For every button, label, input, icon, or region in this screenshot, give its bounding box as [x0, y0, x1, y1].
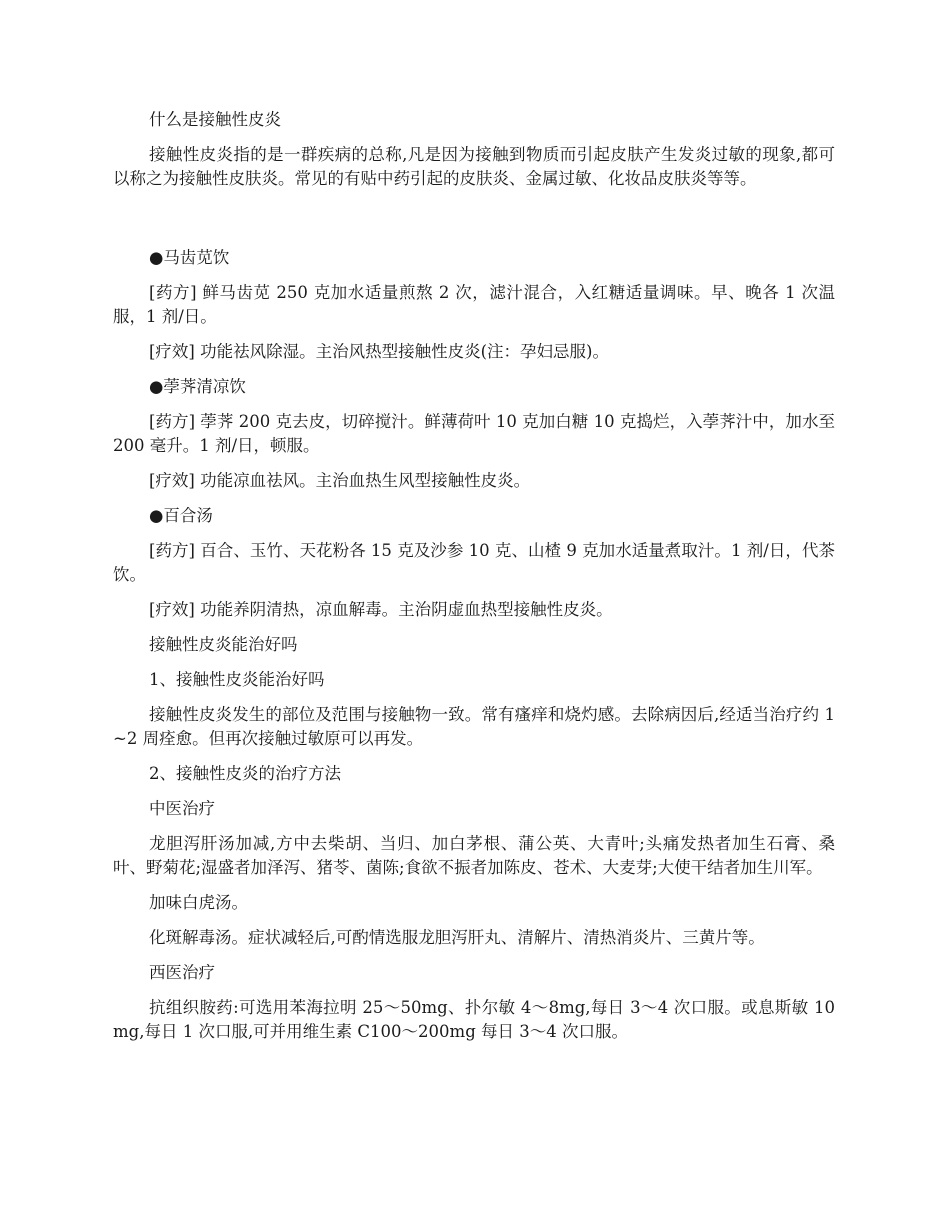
- definition-paragraph: 接触性皮炎指的是一群疾病的总称,凡是因为接触到物质而引起皮肤产生发炎过敏的现象,都可以称之为接触性皮肤炎。常见的有贴中药引起的皮肤炎、金属过敏、化妆品皮肤炎等等。: [113, 145, 835, 188]
- tcm-paragraph-2: 加味白虎汤。: [149, 893, 248, 912]
- heading-tcm-treatment: 中医治疗: [149, 799, 215, 818]
- section-heading-what-is: 什么是接触性皮炎: [149, 110, 281, 129]
- curable-paragraph: 接触性皮炎发生的部位及范围与接触物一致。常有瘙痒和烧灼感。去除病因后,经适当治疗约 1~2 周痊愈。但再次接触过敏原可以再发。: [113, 705, 835, 748]
- recipe-effect-purslane: [疗效] 功能祛风除湿。主治风热型接触性皮炎(注：孕妇忌服)。: [149, 342, 609, 361]
- western-paragraph: 抗组织胺药:可选用苯海拉明 25～50mg、扑尔敏 4～8mg,每日 3～4 次口服。或息斯敏 10mg,每日 1 次口服,可并用维生素 C100～200mg 每日 3～4 次口服。: [113, 998, 835, 1041]
- tcm-paragraph-1: 龙胆泻肝汤加减,方中去柴胡、当归、加白茅根、蒲公英、大青叶;头痛发热者加生石膏、桑叶、野菊花;湿盛者加泽泻、猪苓、菌陈;食欲不振者加陈皮、苍术、大麦芽;大使干结者加生川军。: [113, 834, 835, 877]
- document-body: [113, 108, 835, 1055]
- recipe-prescription-purslane: [药方] 鲜马齿苋 250 克加水适量煎熬 2 次，滤汁混合，入红糖适量调味。早、晚各 1 次温服，1 剂/日。: [113, 283, 835, 326]
- section-heading-curable: 接触性皮炎能治好吗: [149, 635, 298, 654]
- recipe-title-water-chestnut: ●荸荠清凉饮: [149, 377, 246, 396]
- tcm-paragraph-3: 化斑解毒汤。症状减轻后,可酌情选服龙胆泻肝丸、清解片、清热消炎片、三黄片等。: [149, 928, 765, 947]
- recipe-effect-lily: [疗效] 功能养阴清热，凉血解毒。主治阴虚血热型接触性皮炎。: [149, 600, 613, 619]
- subheading-treatment: 2、接触性皮炎的治疗方法: [149, 764, 341, 783]
- subheading-curable: 1、接触性皮炎能治好吗: [149, 670, 325, 689]
- recipe-prescription-lily: [药方] 百合、玉竹、天花粉各 15 克及沙参 10 克、山楂 9 克加水适量煮取汁。1 剂/日，代茶饮。: [113, 541, 835, 584]
- recipe-title-purslane: ●马齿苋饮: [149, 248, 230, 267]
- heading-western-treatment: 西医治疗: [149, 963, 215, 982]
- recipe-effect-water-chestnut: [疗效] 功能凉血祛风。主治血热生风型接触性皮炎。: [149, 471, 531, 490]
- recipe-title-lily: ●百合汤: [149, 506, 213, 525]
- recipe-prescription-water-chestnut: [药方] 荸荠 200 克去皮，切碎搅汁。鲜薄荷叶 10 克加白糖 10 克捣烂，入荸荠汁中，加水至 200 毫升。1 剂/日，顿服。: [113, 412, 835, 455]
- spacer: [113, 202, 835, 246]
